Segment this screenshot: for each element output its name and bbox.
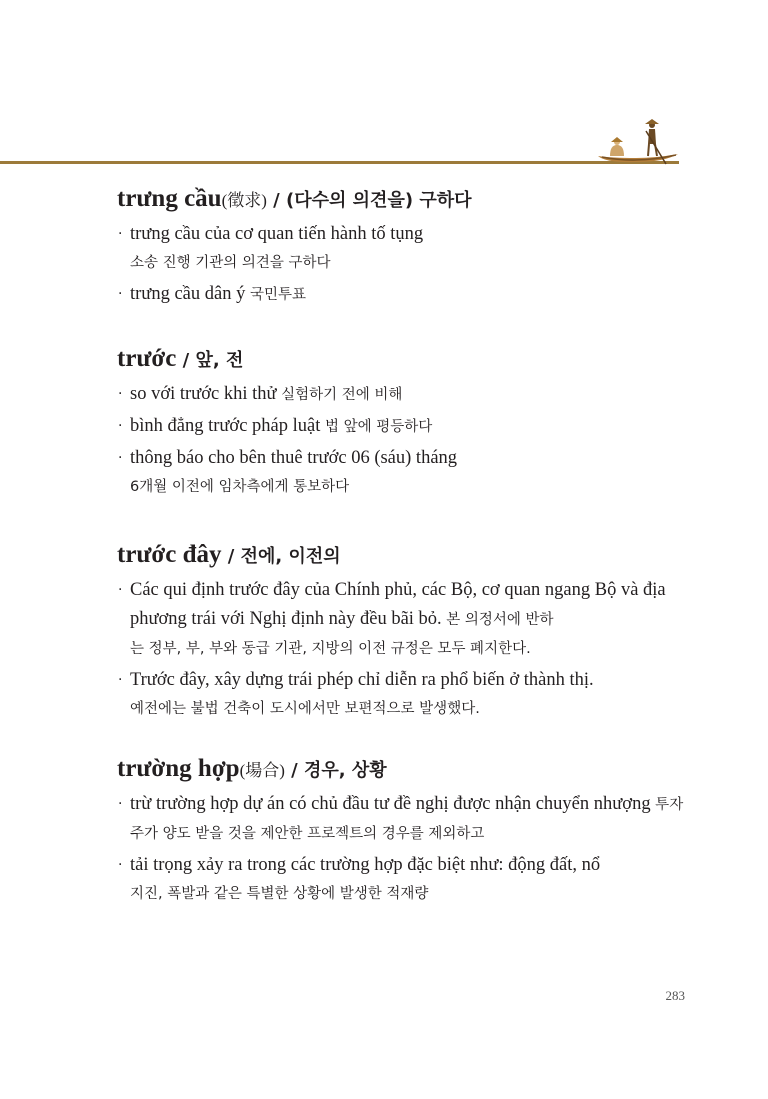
bullet: · — [118, 582, 123, 598]
example-ko: 소송 진행 기관의 의견을 구하다 — [130, 255, 331, 271]
example-ko: 본 의정서에 반하 — [441, 612, 554, 628]
example-vi: Trước đây, xây dựng trái phép chỉ diễn ra phổ biến ở thành thị. — [130, 670, 594, 690]
example-ko: 지진, 폭발과 같은 특별한 상황에 발생한 적재량 — [130, 886, 429, 902]
hanja: (徵求) — [221, 191, 267, 210]
entry-trung-cau — [117, 184, 697, 310]
meaning: / 경우, 상황 — [284, 760, 387, 781]
example — [117, 412, 697, 442]
example — [117, 576, 697, 664]
entry-truoc — [117, 344, 697, 502]
header-rule — [0, 161, 679, 164]
bullet: · — [118, 796, 123, 812]
meaning: / 앞, 전 — [176, 350, 244, 371]
meaning: / 전에, 이전의 — [221, 546, 341, 567]
example-vi: bình đẳng trước pháp luật — [130, 416, 321, 436]
hanja: (場合) — [239, 761, 285, 780]
entry-truong-hop — [117, 754, 697, 909]
example-vi: trừ trường hợp dự án có chủ đầu tư đề nghị được nhận chuyển nhượng — [130, 794, 651, 814]
example-vi: Các qui định trước đây của Chính phủ, các Bộ, cơ quan ngang Bộ và địa phương trái với Nghị định này đều bãi bỏ. — [130, 580, 666, 629]
example-vi: trưng cầu dân ý — [130, 284, 246, 304]
bullet: · — [118, 857, 123, 873]
example-ko: 투자주가 양도 받을 것을 제안한 프로젝트의 경우를 제외하고 — [130, 797, 684, 842]
example-ko: 는 정부, 부, 부와 동급 기관, 지방의 이전 규정은 모두 폐지한다. — [130, 641, 531, 657]
bullet: · — [118, 450, 123, 466]
example — [117, 380, 697, 410]
bullet: · — [118, 226, 123, 242]
entry-heading — [117, 184, 697, 216]
page-number: 283 — [665, 988, 685, 1003]
example-vi: so với trước khi thử — [130, 384, 277, 404]
example-ko: 국민투표 — [245, 287, 306, 303]
example-vi: thông báo cho bên thuê trước 06 (sáu) tháng — [130, 448, 458, 468]
example — [117, 790, 697, 849]
example-ko: 법 앞에 평등하다 — [320, 419, 433, 435]
example — [117, 280, 697, 310]
example-ko: 예전에는 불법 건축이 도시에서만 보편적으로 발생했다. — [130, 701, 480, 717]
example-ko: 실험하기 전에 비해 — [276, 387, 403, 403]
bullet: · — [118, 286, 123, 302]
headword: trước đây — [117, 541, 222, 568]
example — [117, 666, 697, 724]
bullet: · — [118, 672, 123, 688]
example-vi: tải trọng xảy ra trong các trường hợp đặc biệt như: động đất, nổ — [130, 855, 601, 875]
boat-rower-icon — [596, 118, 680, 166]
example — [117, 444, 697, 502]
entry-truoc-day — [117, 540, 697, 724]
example — [117, 220, 697, 278]
bullet: · — [118, 386, 123, 402]
bullet: · — [118, 418, 123, 434]
example-vi: trưng cầu của cơ quan tiến hành tố tụng — [130, 224, 424, 244]
entry-heading — [117, 754, 697, 786]
entry-heading — [117, 344, 697, 376]
example — [117, 851, 697, 909]
example-ko: 6개월 이전에 임차측에게 통보하다 — [130, 479, 350, 495]
headword: trước — [117, 345, 177, 372]
meaning: / (다수의 의견을) 구하다 — [266, 190, 472, 211]
entry-heading — [117, 540, 697, 572]
headword: trường hợp — [117, 755, 240, 782]
dictionary-entries — [117, 184, 697, 943]
headword: trưng cầu — [117, 185, 222, 212]
